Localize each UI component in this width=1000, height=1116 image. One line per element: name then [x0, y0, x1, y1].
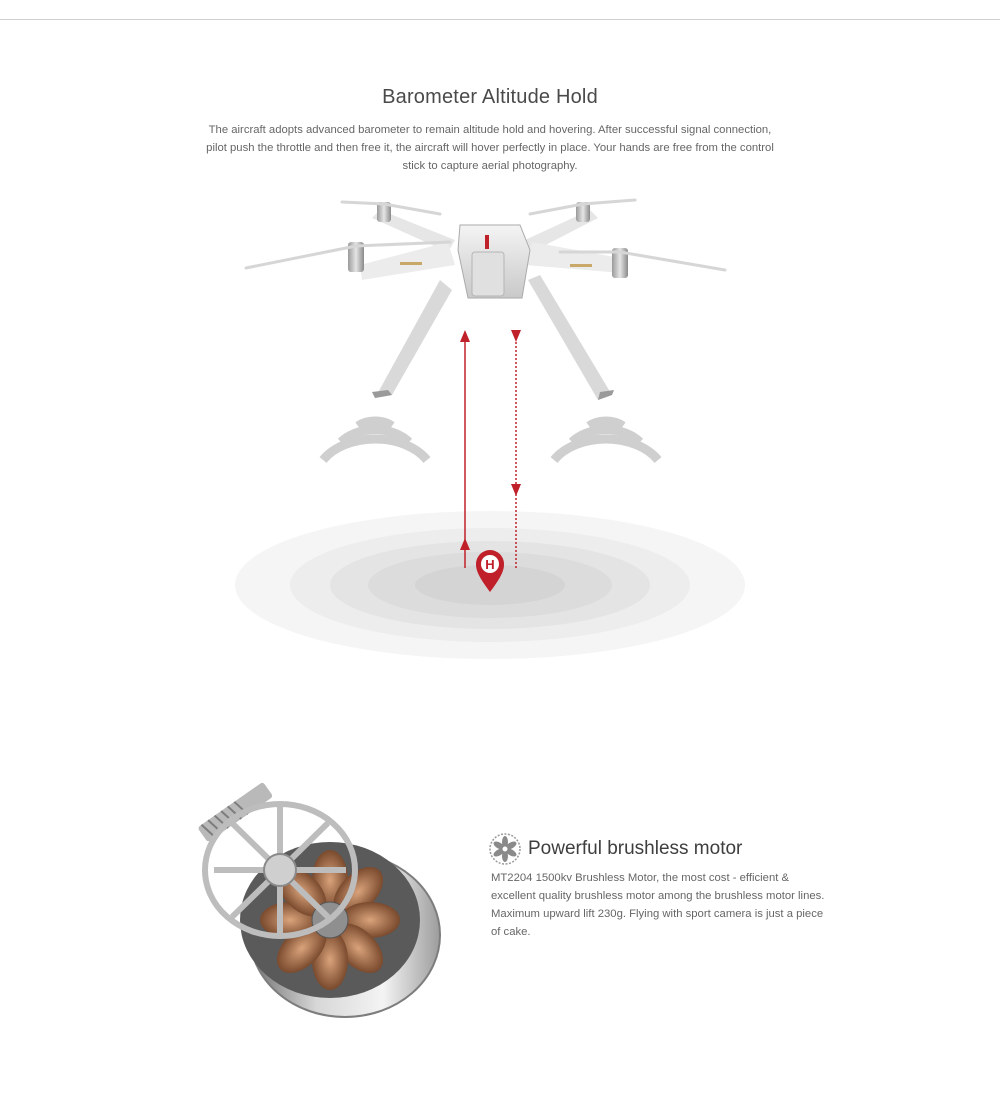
drone-hover-illustration	[0, 180, 1000, 680]
brushless-motor-title: Powerful brushless motor	[528, 838, 743, 859]
brushless-motor-description: MT2204 1500kv Brushless Motor, the most cost - efficient & excellent quality brushless motor among the brushless motor lines. Maximum upward lift 230g. Flying with sport camera is just a piece of cake.	[491, 872, 825, 938]
signal-waves-right	[554, 421, 658, 460]
motor-fan-icon	[489, 833, 521, 865]
altitude-hold-description: The aircraft adopts advanced barometer to remain altitude hold and hovering. After successful signal connection, pilot push the throttle and then free it, the aircraft will hover perfectly in place. Your hands are free from the control stick to capture aerial photography.	[206, 124, 774, 172]
signal-waves-left	[323, 421, 427, 460]
drone	[246, 200, 725, 400]
home-marker-letter: H	[485, 557, 495, 572]
top-divider	[0, 19, 1000, 20]
altitude-hold-title: Barometer Altitude Hold	[382, 86, 598, 108]
brushless-motor-illustration	[170, 770, 460, 1030]
